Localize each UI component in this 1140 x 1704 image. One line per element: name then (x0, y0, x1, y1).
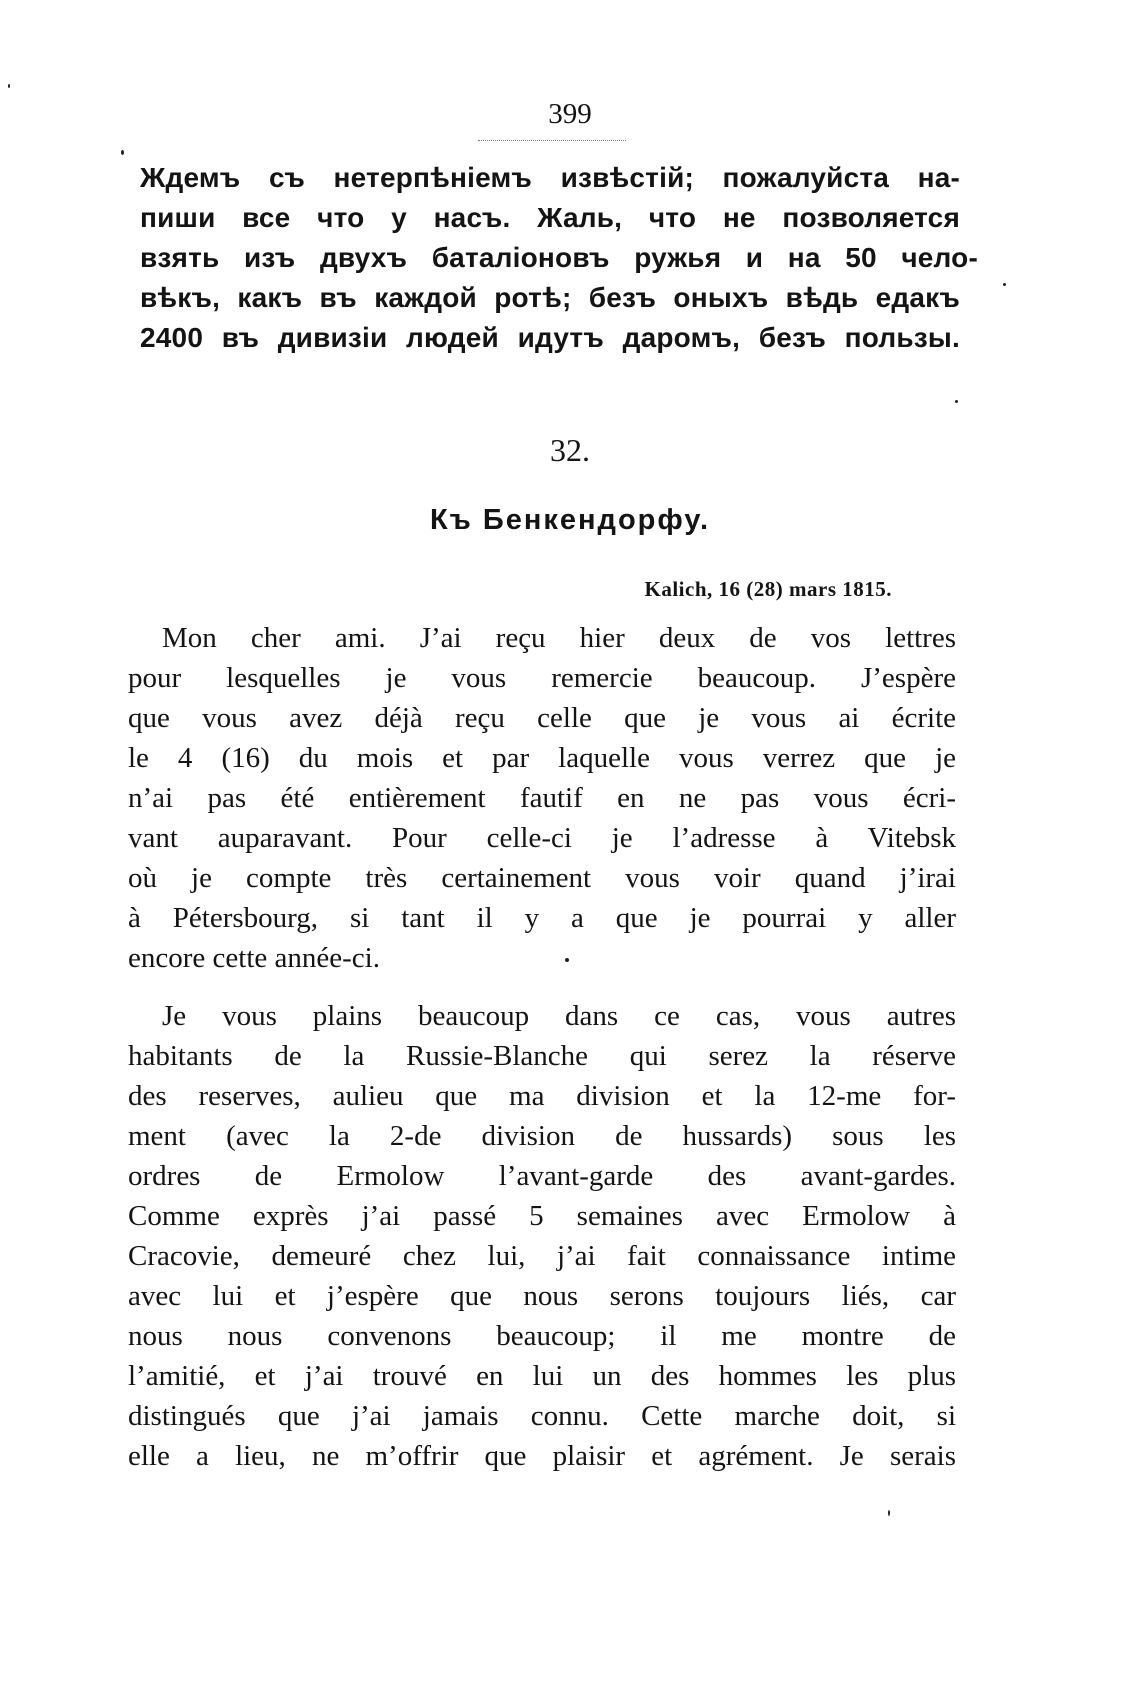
text-line: distingués que j’ai jamais connu. Cette marche doit, si (128, 1400, 956, 1432)
text-line: des reserves, aulieu que ma division et la 12-me for- (128, 1080, 956, 1112)
letter-title: Къ Бенкендорфу. (429, 504, 710, 536)
text-line: le 4 (16) du mois et par laquelle vous verrez que je (128, 742, 956, 774)
scan-speck (565, 958, 569, 962)
text-line: où je compte très certainement vous voir quand j’irai (128, 862, 956, 894)
page-number-rule (478, 140, 626, 141)
french-paragraph-2 (128, 996, 956, 1476)
text-line: Mon cher ami. J’ai reçu hier deux de vos lettres (162, 622, 956, 654)
text-line: encore cette année-ci. (128, 942, 380, 974)
text-line: elle a lieu, ne m’offrir que plaisir et agrément. Je serais (128, 1440, 956, 1472)
letter-number: 32. (550, 432, 590, 468)
text-line: взять изъ двухъ баталіоновъ ружья и на 50 чело- (140, 242, 978, 273)
text-line: Cracovie, demeuré chez lui, j’ai fait connaissance intime (128, 1240, 956, 1272)
text-line: Ждемъ съ нетерпѣніемъ извѣстій; пожалуйста на- (140, 162, 960, 193)
text-line: habitants de la Russie-Blanche qui serez la réserve (128, 1040, 956, 1072)
text-line: à Pétersbourg, si tant il y a que je pourrai y aller (128, 902, 956, 934)
text-line: Je vous plains beaucoup dans ce cas, vous autres (162, 1000, 956, 1032)
russian-paragraph (140, 158, 978, 358)
text-line: пиши все что у насъ. Жаль, что не позволяется (140, 202, 960, 233)
text-line: pour lesquelles je vous remercie beaucoup. J’espère (128, 662, 956, 694)
scan-speck (8, 84, 10, 88)
letter-dateline: Kalich, 16 (28) mars 1815. (644, 577, 892, 601)
text-line: ment (avec la 2-de division de hussards) sous les (128, 1120, 956, 1152)
scan-speck (888, 1510, 890, 1516)
scan-speck (955, 400, 958, 403)
text-line: вѣкъ, какъ въ каждой ротѣ; безъ оныхъ вѣдь едакъ (140, 282, 960, 313)
text-line: avec lui et j’espère que nous serons toujours liés, car (128, 1280, 956, 1312)
text-line: l’amitié, et j’ai trouvé en lui un des hommes les plus (128, 1360, 956, 1392)
text-line: ordres de Ermolow l’avant-garde des avant-gardes. (128, 1160, 956, 1192)
text-line: nous nous convenons beaucoup; il me montre de (128, 1320, 956, 1352)
text-line: que vous avez déjà reçu celle que je vous ai écrite (128, 702, 956, 734)
scan-speck (1003, 283, 1006, 286)
text-line: Comme exprès j’ai passé 5 semaines avec Ermolow à (128, 1200, 956, 1232)
scan-speck (121, 150, 124, 155)
text-line: n’ai pas été entièrement fautif en ne pas vous écri- (128, 782, 956, 814)
text-line: vant auparavant. Pour celle-ci je l’adresse à Vitebsk (128, 822, 956, 854)
page-number: 399 (548, 98, 592, 130)
text-line: 2400 въ дивизіи людей идутъ даромъ, безъ пользы. (140, 322, 960, 353)
french-paragraph-1 (128, 618, 956, 978)
